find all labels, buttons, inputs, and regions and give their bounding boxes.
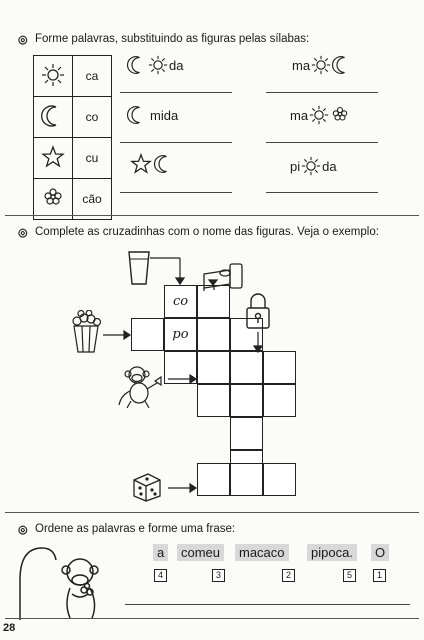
item-3-text: mida bbox=[150, 107, 179, 123]
answer-line bbox=[120, 92, 232, 93]
item-6-text-before: pi bbox=[290, 158, 301, 174]
monkey-icon bbox=[115, 365, 167, 409]
moon-icon bbox=[34, 97, 73, 138]
flower-icon bbox=[34, 179, 73, 220]
syllable-cao: cão bbox=[73, 179, 112, 220]
page-number: 28 bbox=[3, 622, 16, 634]
sun-icon bbox=[301, 156, 321, 176]
item-3 bbox=[127, 105, 178, 125]
word-tile[interactable]: macaco bbox=[235, 544, 289, 561]
moon-icon bbox=[127, 55, 147, 75]
word-tile[interactable]: O bbox=[371, 544, 389, 561]
star-icon bbox=[130, 153, 152, 175]
moon-icon bbox=[127, 105, 147, 125]
item-2-text: ma bbox=[292, 57, 311, 73]
order-number-box[interactable]: 3 bbox=[212, 569, 225, 582]
item-6 bbox=[290, 156, 337, 176]
padlock-icon bbox=[245, 292, 271, 330]
crossword-example-cell: po bbox=[164, 318, 197, 351]
answer-line bbox=[120, 142, 232, 143]
monkey-eating-icon bbox=[10, 540, 120, 622]
flower-icon bbox=[330, 105, 350, 125]
order-number-box[interactable]: 4 bbox=[154, 569, 167, 582]
spiral-bullet-icon: ◎ bbox=[18, 34, 28, 46]
word-tile[interactable]: comeu bbox=[177, 544, 224, 561]
section-divider bbox=[5, 215, 419, 216]
dice-icon bbox=[130, 470, 164, 502]
order-number-box[interactable]: 2 bbox=[282, 569, 295, 582]
answer-line bbox=[120, 192, 232, 193]
syllable-key-table bbox=[33, 55, 112, 220]
syllable-co: co bbox=[73, 97, 112, 138]
moon-icon bbox=[332, 55, 352, 75]
sun-icon bbox=[148, 55, 168, 75]
item-6-text-after: da bbox=[322, 158, 337, 174]
star-icon bbox=[34, 138, 73, 179]
word-tile[interactable]: pipoca. bbox=[307, 544, 357, 561]
answer-line bbox=[266, 142, 378, 143]
answer-line[interactable] bbox=[125, 604, 410, 605]
item-4-text: ma bbox=[290, 107, 309, 123]
bed-icon bbox=[200, 262, 246, 292]
spiral-bullet-icon: ◎ bbox=[18, 524, 28, 536]
crossword-example-cell: co bbox=[164, 285, 197, 318]
item-4 bbox=[290, 105, 350, 125]
cup-icon bbox=[127, 250, 151, 286]
order-number-box[interactable]: 5 bbox=[343, 569, 356, 582]
section-divider bbox=[5, 618, 419, 619]
popcorn-icon bbox=[68, 310, 104, 354]
section1-instruction: Forme palavras, substituindo as figuras pelas sílabas: bbox=[35, 33, 310, 45]
syllable-cu: cu bbox=[73, 138, 112, 179]
sun-icon bbox=[311, 55, 331, 75]
moon-icon bbox=[154, 154, 174, 174]
answer-line bbox=[266, 92, 378, 93]
spiral-bullet-icon: ◎ bbox=[18, 227, 28, 239]
item-2 bbox=[292, 55, 352, 75]
sun-icon bbox=[309, 105, 329, 125]
order-number-box[interactable]: 1 bbox=[373, 569, 386, 582]
section2-instruction: Complete as cruzadinhas com o nome das figuras. Veja o exemplo: bbox=[35, 226, 379, 238]
item-1 bbox=[127, 55, 183, 75]
word-tile[interactable]: a bbox=[153, 544, 168, 561]
sun-icon bbox=[34, 56, 73, 97]
item-1-text: da bbox=[169, 57, 184, 73]
answer-line bbox=[266, 192, 378, 193]
section3-instruction: Ordene as palavras e forme uma frase: bbox=[35, 523, 236, 535]
item-5 bbox=[130, 153, 174, 175]
section-divider bbox=[5, 512, 419, 513]
syllable-ca: ca bbox=[73, 56, 112, 97]
